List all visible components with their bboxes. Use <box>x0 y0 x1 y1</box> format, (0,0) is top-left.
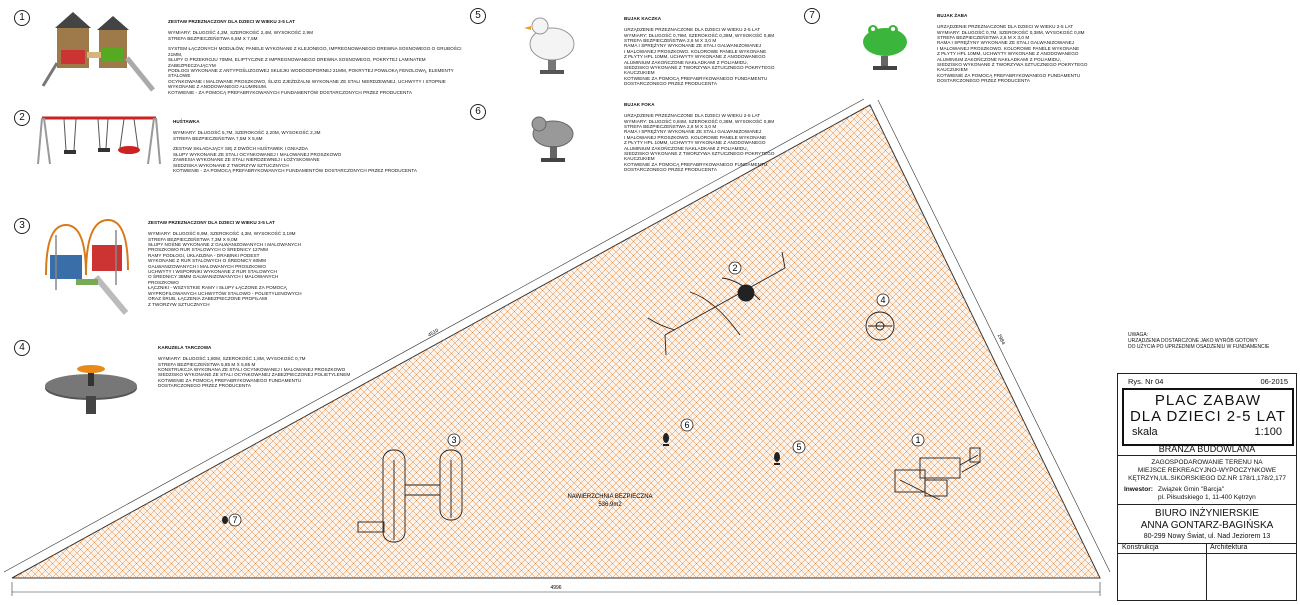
item-3-title: ZESTAW PRZEZNACZONY DLA DZIECI W WIEKU 2-5 LAT <box>148 220 275 226</box>
svg-text:7: 7 <box>232 515 238 525</box>
office-name-2: ANNA GONTARZ-BAGIŃSKA <box>1140 520 1274 531</box>
item-7-description <box>937 8 1117 89</box>
spring-rider-7 <box>222 516 228 524</box>
note: UWAGA: URZĄDZENIA DOSTARCZONE JAKO WYRÓB GOTOWY DO UŻYCIA PO UPRZEDNIM OSADZENIU W FUNDAMENCIE <box>1128 332 1270 350</box>
dim-left: 4510 <box>427 327 440 339</box>
plan-marker-2 <box>729 262 741 274</box>
item-1-body: WYMIARY: DŁUGOŚĆ 4,2M, SZEROKOŚĆ 2,4M, WYSOKOŚĆ 2,9M STREFA BEZPIECZEŃSTWA 6,5M X 7,5M SYSTEM ŁĄCZONYCH MODUŁÓW, PANELE WYKONANE Z KLEJONEGO, IMPREGNOWANEGO DREWNA SOSNOWEGO O GRUBOŚCI 21MM, SŁUPY O PRZEKROJU 70MM, ELIPTYCZNE Z IMPREGNOWANEGO DREWNA SOSNOWEGO, POKRYTEJ LAMINATEM ZABEZPIECZAJĄCYM PODŁOGI WYKONANE Z ANTYPOŚLIZGOWEJ SKLEJKI WODOODPORNEJ 21MM, POKRYTEJ POWŁOKĄ FENOLOWĄ, ELEMENTY STALOWE OCYNKOWANE I MALOWANE PROSZKOWO, ŚLIZG ZJEŻDŻALNI WYKONANE ZE STALI NIERDZEWNEJ, UCHWYTY I STOPNIE WYKONANE Z ANODOWANEGO ALUMINIUM. KOTWIENIE - ZA POMOCĄ PREFABRYKOWANYCH FUNDAMENTÓW DOSTARCZONYCH PRZEZ PRODUCENTA <box>168 30 462 95</box>
item-4-body: WYMIARY: DŁUGOŚĆ 1,80M, SZEROKOŚĆ 1,8M, WYSOKOŚĆ 0,7M STREFA BEZPIECZEŃSTWA 5,85 M X 5,85 M KONSTRUKCJA WYKONANA ZE STALI OCYNKOWANEJ I MALOWANEJ PROSZKOWO SIEDZISKO WYKONANE ZE STALI OCYNKOWANEJ ZABEZPIECZONEJ POLIETYLENEM KOTWIENIE ZA POMOCĄ PREFABRYKOWANEGO FUNDAMENTU DOSTARCZONEGO PRZEZ PRODUCENTA <box>158 356 351 389</box>
item-3-number: 3 <box>14 218 30 234</box>
plan-marker-3 <box>448 434 460 446</box>
office-name-1: BIURO INŻYNIERSKIE <box>1155 508 1259 519</box>
item-5-title: BUJAK KACZKA <box>624 16 662 22</box>
item-6-description <box>624 97 804 178</box>
surface-area: 536,9m2 <box>598 502 622 508</box>
item-6-number: 6 <box>470 104 486 120</box>
svg-text:1: 1 <box>915 435 921 445</box>
item-1-number: 1 <box>14 10 30 26</box>
play-set-image <box>35 8 155 98</box>
swing-image <box>36 112 161 167</box>
drawing-date: 06-2015 <box>1260 377 1288 386</box>
investor-label: Inwestor: <box>1124 486 1153 493</box>
item-1-description <box>168 14 468 101</box>
item-5-body: URZĄDZENIE PRZEZNACZONE DLA DZIECI W WIEKU 2-5 LAT WYMIARY: DŁUGOŚĆ 0,79M, SZEROKOŚĆ 0,38M, WYSOKOŚĆ 0,8M STREFA BEZPIECZEŃSTWA 2,6 M X 3,0 M RAMA I SPRĘŻYNY WYKONANE ZE STALI GALWANIZOWANEJ I MALOWANEJ PROSZKOWO. KOLOROWE PANELE WYKONANE Z PŁYTY HPL 10MM, UCHWYTY WYKONANE Z ANODOWANEGO ALUMINIUM ZAKOŃCZONE NAKŁADKAMI Z POLIAMIDU, SIEDZISKO WYKONANE Z TWORZYWA SZTUCZNEGO POKRYTEGO KAUCZUKIEM KOTWIENIE ZA POMOCĄ PREFABRYKOWANEGO FUNDAMENTU DOSTARCZONEGO PRZEZ PRODUCENTA <box>624 27 775 87</box>
title-box <box>1122 388 1294 446</box>
duck-rider-image <box>522 12 582 82</box>
spring-rider-5 <box>774 452 780 465</box>
dim-bottom: 4996 <box>550 585 562 591</box>
col-architecture: Architektura <box>1210 544 1248 551</box>
item-4-description <box>158 340 378 394</box>
item-2-title: HUŚTAWKA <box>173 119 200 125</box>
plan-marker-4 <box>877 294 889 306</box>
item-5-number: 5 <box>470 8 486 24</box>
surface-label: NAWIERZCHNIA BEZPIECZNA <box>567 494 653 500</box>
investor: Związek Gmin "Barcja" pl. Piłsudskiego 1, 11-400 Kętrzyn <box>1158 486 1256 501</box>
seal-rider-image <box>525 110 585 170</box>
scale-value: 1:100 <box>1254 426 1282 438</box>
item-7-body: URZĄDZENIE PRZEZNACZONE DLA DZIECI W WIEKU 2-5 LAT WYMIARY: DŁUGOŚĆ 0,7M, SZEROKOŚĆ 0,38M, WYSOKOŚĆ 0,8M STREFA BEZPIECZEŃSTWA 2,6 M X 3,0 M RAMA I SPRĘŻYNY WYKONANE ZE STALI GALWANIZOWANEJ I MALOWANEJ PROSZKOWO. KOLOROWE PANELE WYKONANE Z PŁYTY HPL 10MM, UCHWYTY WYKONANE Z ANODOWANEGO ALUMINIUM ZAKOŃCZONE NAKŁADKAMI Z POLIAMIDU, SIEDZISKO WYKONANE Z TWORZYWA SZTUCZNEGO POKRYTEGO KAUCZUKIEM KOTWIENIE ZA POMOCĄ PREFABRYKOWANEGO FUNDAMENTU DOSTARCZONEGO PRZEZ PRODUCENTA <box>937 24 1088 84</box>
item-3-body: WYMIARY: DŁUGOŚĆ 8,9M, SZEROKOŚĆ 4,3M, WYSOKOŚĆ 3,19M STREFA BEZPIECZEŃSTWA 7,3M X 9,0M SŁUPY NOŚNE WYKONANE Z GALWANIZOWANYCH I MALOWANYCH PROSZKOWO RUR STALOWYCH O ŚREDNICY 127MM RAMY PODŁOGI, UKŁADZINA - DRABINKI PODEST WYKONANE Z RUR STALOWYCH O ŚREDNICY 60MM GALWANIZOWANYCH I MALOWANYCH PROSZKOWO UCHWYTY I WSPORNIKI WYKONANE Z RUR STALOWYCH O ŚREDNICY 38MM GALWANIZOWANYCH I MALOWANYCH PROSZKOWO ŁĄCZNIKI - WSZYSTKIE RAMY I SŁUPY ŁĄCZONE ZA POMOCĄ WYPROFILOWANYCH UCHWYTÓW STALOWO - POLIETYLENOWYCH ORAZ ŚRUB, ŁĄCZENIA ZABEZPIECZONE PROFILAMI Z TWORZYW SZTUCZNYCH <box>148 231 302 307</box>
title-line-2: DLA DZIECI 2-5 LAT <box>1129 408 1287 425</box>
item-7-number: 7 <box>804 8 820 24</box>
plan-marker-7 <box>229 514 241 526</box>
svg-text:6: 6 <box>684 420 690 430</box>
office-address: 80-299 Nowy Świat, ul. Nad Jeziorem 13 <box>1143 533 1271 540</box>
svg-text:3: 3 <box>451 435 457 445</box>
item-2-number: 2 <box>14 110 30 126</box>
climbing-frame-image <box>36 215 146 315</box>
plan-marker-1 <box>912 434 924 446</box>
item-7-title: BUJAK ŻABA <box>937 13 968 19</box>
item-6-title: BUJAK FOKA <box>624 102 655 108</box>
svg-text:4: 4 <box>880 295 886 305</box>
item-2-body: WYMIARY: DŁUGOŚĆ 5,7M, SZEROKOŚĆ 2,20M, WYSOKOŚĆ 2,3M STREFA BEZPIECZEŃSTWA 7,5M X 5,6M ZESTAW SKŁADAJĄCY SIĘ Z DWÓCH HUŚTAWEK I GNIAZDA SŁUPY WYKONANE ZE STALI OCYNKOWANEJ I MALOWANEJ PROSZKOWO ZAWIESIA WYKONANE ZE STALI NIERDZEWNEJ I ŁOŻYSKOWANE SIEDZISKA WYKONANE Z TWORZYW SZTUCZNYCH KOTWIENIE - ZA POMOCĄ PREFABRYKOWANYCH FUNDAMENTÓW DOSTARCZONYCH PRZEZ PRODUCENTA <box>173 130 418 174</box>
spring-rider-6 <box>663 433 669 446</box>
item-6-body: URZĄDZENIE PRZEZNACZONE DLA DZIECI W WIEKU 2-5 LAT WYMIARY: DŁUGOŚĆ 0,84M, SZEROKOŚĆ 0,38M, WYSOKOŚĆ 0,8M STREFA BEZPIECZEŃSTWA 2,6 M X 3,0 M RAMA I SPRĘŻYNY WYKONANE ZE STALI GALWANIZOWANEJ I MALOWANEJ PROSZKOWO. KOLOROWE PANELE WYKONANE Z PŁYTY HPL 10MM, UCHWYTY WYKONANE Z ANODOWANEGO ALUMINIUM ZAKOŃCZONE NAKŁADKAMI Z POLIAMIDU, SIEDZISKO WYKONANE Z TWORZYWA SZTUCZNEGO POKRYTEGO KAUCZUKIEM KOTWIENIE ZA POMOCĄ PREFABRYKOWANEGO FUNDAMENTU DOSTARCZONEGO PRZEZ PRODUCENTA <box>624 113 775 173</box>
item-1-title: ZESTAW PRZEZNACZONY DLA DZIECI W WIEKU 2-5 LAT <box>168 19 295 25</box>
frog-rider-image <box>855 20 915 75</box>
plan-marker-6 <box>681 419 693 431</box>
plan-marker-5 <box>793 441 805 453</box>
drawing-number: Rys. Nr 04 <box>1128 377 1164 386</box>
scale-label: skala <box>1132 426 1158 438</box>
item-4-title: KARUZELA TARCZOWA <box>158 345 212 351</box>
item-2-description <box>173 114 443 179</box>
carousel-image <box>36 360 146 420</box>
project-description: ZAGOSPODAROWANIE TERENU NA MIEJSCE REKREACYJNO-WYPOCZYNKOWE KĘTRZYN,UL.SIKORSKIEGO DZ.NR 178/1,178/2,177 <box>1128 459 1286 482</box>
title-block <box>1117 373 1297 601</box>
title-line-1: PLAC ZABAW <box>1154 392 1262 409</box>
item-3-description <box>148 215 318 312</box>
branch: BRANŻA BUDOWLANA <box>1158 444 1256 454</box>
item-5-description <box>624 11 804 92</box>
col-construction: Konstrukcja <box>1122 544 1159 551</box>
svg-text:2: 2 <box>732 263 738 273</box>
dim-right: 2984 <box>995 333 1007 346</box>
item-4-number: 4 <box>14 340 30 356</box>
svg-text:5: 5 <box>796 442 802 452</box>
